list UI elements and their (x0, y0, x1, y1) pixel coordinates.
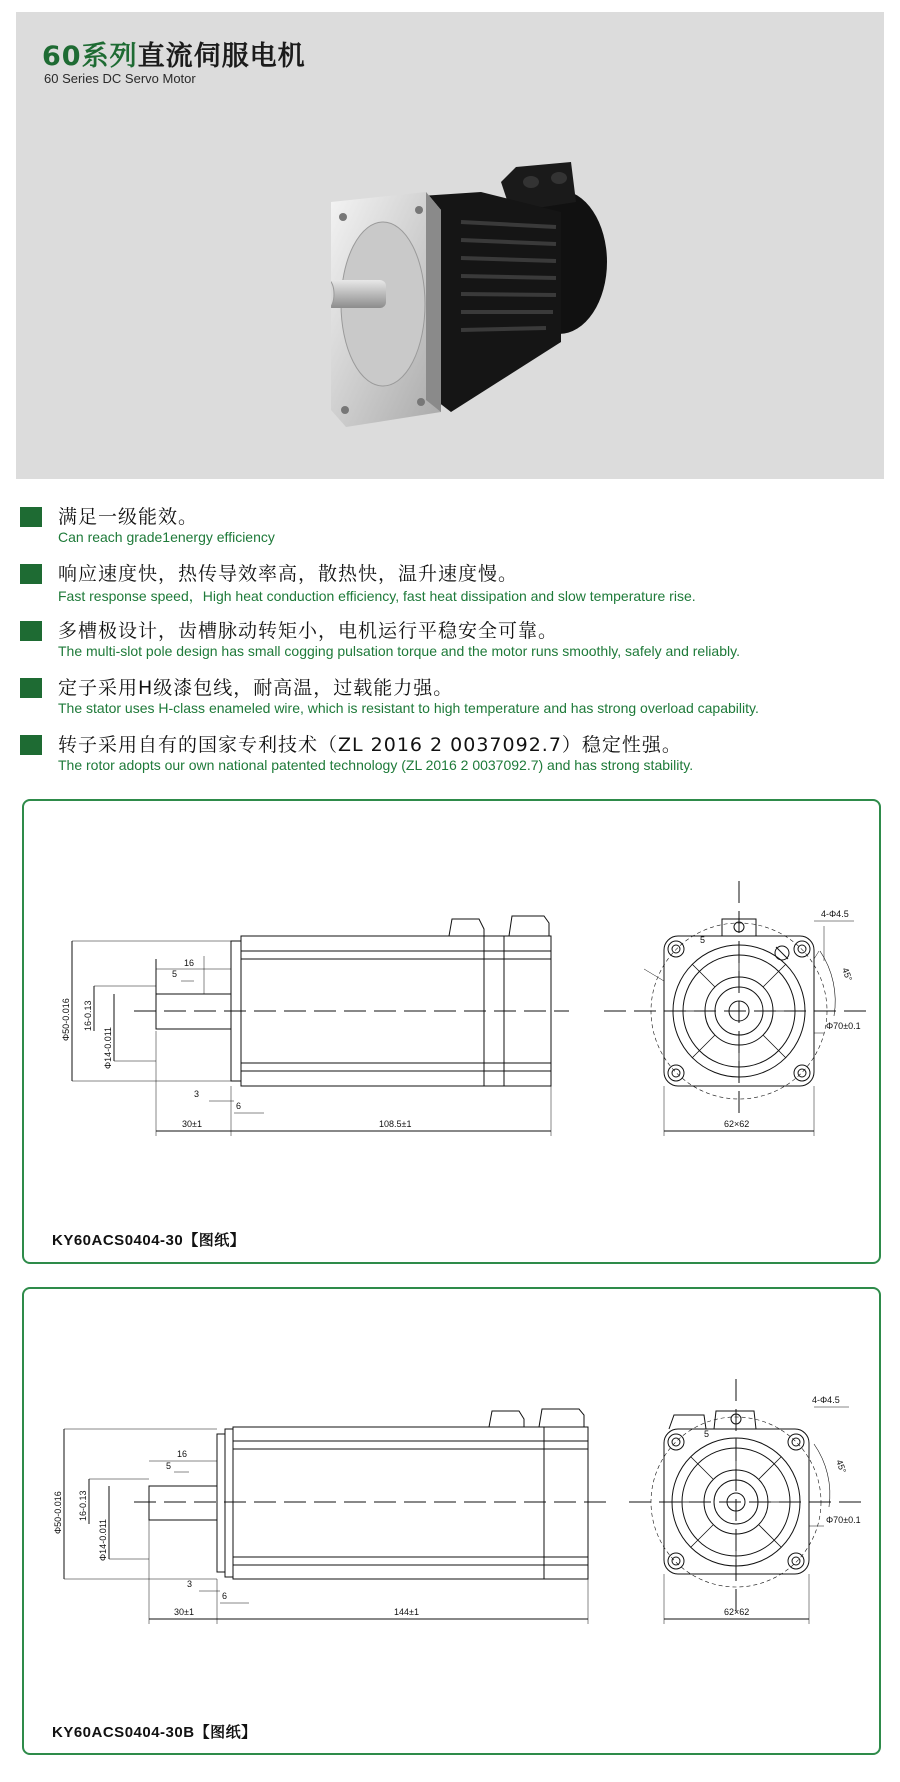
dimension-drawing (24, 1289, 879, 1753)
feature-cn: 响应速度快，热传导效率高，散热快，温升速度慢。 (58, 563, 519, 585)
feature-item (18, 557, 888, 614)
dim-top5: 5 (700, 935, 706, 945)
dim-dia16: 16-0.13 (78, 1490, 88, 1521)
dim-5: 5 (172, 969, 178, 979)
product-subtitle: 60 Series DC Servo Motor (44, 71, 196, 86)
servo-motor-image (331, 152, 641, 432)
bullet-square-icon (20, 507, 42, 527)
dim-6: 6 (222, 1591, 228, 1601)
dim-holes: 4-Φ4.5 (812, 1395, 840, 1405)
bullet-square-icon (20, 735, 42, 755)
dim-dia50: Φ50-0.016 (53, 1491, 63, 1534)
dim-6: 6 (236, 1101, 242, 1111)
feature-en: The rotor adopts our own national patented technology (ZL 2016 2 0037092.7) and has strong stability. (58, 757, 694, 773)
feature-en: The multi-slot pole design has small cogging pulsation torque and the motor runs smoothly, safely and reliably. (58, 643, 740, 659)
dim-length: 108.5±1 (379, 1119, 412, 1129)
dim-dia14: Φ14-0.011 (98, 1518, 108, 1561)
feature-item (18, 671, 888, 728)
drawing-caption: KY60ACS0404-30B【图纸】 (52, 1724, 257, 1741)
dim-holes: 4-Φ4.5 (821, 909, 849, 919)
dim-dia70: Φ70±0.1 (826, 1021, 861, 1031)
drawing-panel (22, 1287, 881, 1755)
bullet-square-icon (20, 564, 42, 584)
feature-item (18, 728, 888, 785)
dim-angle: 45° (840, 966, 855, 983)
dim-dia14: Φ14-0.011 (103, 1026, 113, 1069)
drawing-caption: KY60ACS0404-30【图纸】 (52, 1232, 246, 1249)
product-title: 60系列直流伺服电机 (42, 41, 306, 72)
dim-30: 30±1 (174, 1607, 194, 1617)
feature-cn: 多槽极设计，齿槽脉动转矩小，电机运行平稳安全可靠。 (58, 620, 559, 642)
feature-cn: 转子采用自有的国家专利技术（ZL 2016 2 0037092.7）稳定性强。 (58, 734, 682, 756)
feature-list (18, 500, 888, 785)
dim-3: 3 (194, 1089, 200, 1099)
bullet-square-icon (20, 678, 42, 698)
dim-30: 30±1 (182, 1119, 202, 1129)
feature-en: Fast response speed，High heat conduction efficiency, fast heat dissipation and slow temperature rise. (58, 588, 696, 604)
dim-length: 144±1 (394, 1607, 419, 1617)
dimension-drawing (24, 801, 879, 1262)
feature-cn: 满足一级能效。 (58, 506, 199, 528)
feature-en: Can reach grade1energy efficiency (58, 529, 275, 545)
dim-dia70: Φ70±0.1 (826, 1515, 861, 1525)
dim-dia50: Φ50-0.016 (61, 998, 71, 1041)
feature-item (18, 614, 888, 671)
feature-item (18, 500, 888, 557)
feature-cn: 定子采用H级漆包线，耐高温，过载能力强。 (58, 677, 454, 699)
dim-16: 16 (184, 958, 195, 968)
dim-5: 5 (166, 1461, 172, 1471)
dim-16: 16 (177, 1449, 188, 1459)
dim-3: 3 (187, 1579, 193, 1589)
dim-square: 62×62 (724, 1607, 750, 1617)
drawing-panel (22, 799, 881, 1264)
dim-angle: 45° (834, 1458, 849, 1475)
product-hero (16, 12, 884, 479)
bullet-square-icon (20, 621, 42, 641)
dim-square: 62×62 (724, 1119, 750, 1129)
dim-dia16: 16-0.13 (83, 1000, 93, 1031)
dim-top5: 5 (704, 1429, 710, 1439)
feature-en: The stator uses H-class enameled wire, which is resistant to high temperature and has strong overload capability. (58, 700, 759, 716)
